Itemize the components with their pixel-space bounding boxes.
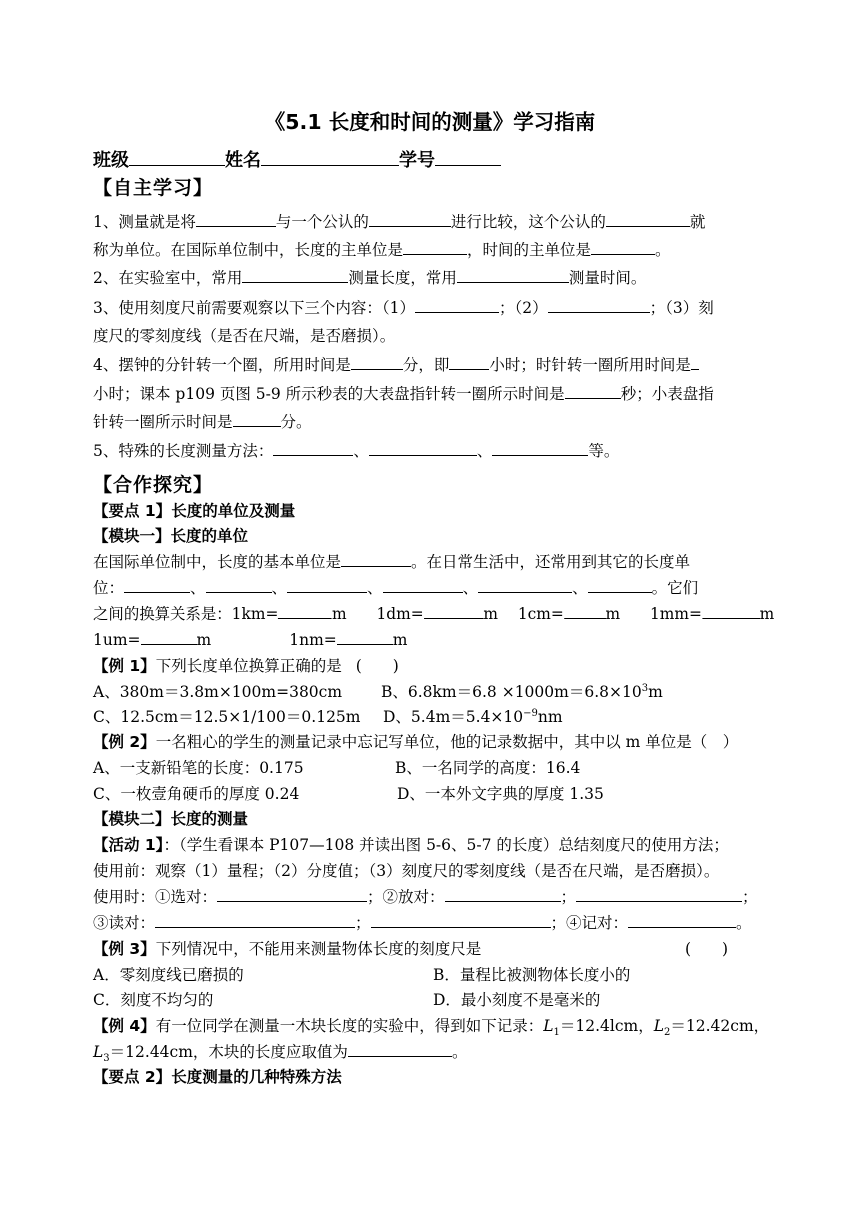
section-self-study: 【自主学习】: [93, 177, 214, 199]
section-cooperate: 【合作探究】: [93, 474, 214, 496]
units-list-line: 位： 、 、 、 、 、 。它们: [93, 579, 699, 597]
conversion-line1: 之间的换算关系是：1km= m 1dm= m 1cm= m 1mm= m: [93, 605, 775, 623]
blank[interactable]: [206, 577, 272, 593]
example1-stem: 【例 1】下列长度单位换算正确的是 ( ): [93, 657, 399, 675]
example4-line2: $L_3=12.44cm$，木块的长度应取值为 。: [93, 1043, 468, 1065]
name-label: 姓名: [225, 150, 261, 171]
q4-line1: 4、摆钟的分针转一个圈，所用时间是 分，即 小时；时针转一圈所用时间是: [93, 354, 774, 376]
class-blank[interactable]: [129, 150, 225, 166]
blank[interactable]: [565, 383, 621, 399]
units-intro-line: 在国际单位制中，长度的基本单位是 。在日常生活中，还常用到其它的长度单: [93, 553, 691, 571]
blank[interactable]: [155, 912, 355, 928]
blank[interactable]: [449, 354, 489, 370]
activity1-line: 【活动 1】：（学生看课本 P107—108 并读出图 5-6、5-7 的长度）总结刻度尺的使用方法；: [93, 836, 729, 854]
blank[interactable]: [287, 577, 367, 593]
blank[interactable]: [403, 239, 467, 255]
blank[interactable]: [492, 440, 588, 456]
activity1-read: ③读对： ； ；④记对： 。: [93, 914, 752, 932]
blank[interactable]: [217, 886, 367, 902]
blank[interactable]: [348, 1041, 452, 1057]
blank[interactable]: [196, 211, 276, 227]
q1-line2: 称为单位。在国际单位制中，长度的主单位是 ，时间的主单位是 。: [93, 241, 671, 259]
id-label: 学号: [399, 150, 435, 171]
blank[interactable]: [606, 211, 690, 227]
activity1-use: 使用时：①选对： ；②放对： ； ；: [93, 888, 758, 906]
blank[interactable]: [369, 211, 451, 227]
blank[interactable]: [628, 912, 736, 928]
name-blank[interactable]: [261, 150, 399, 166]
blank[interactable]: [351, 354, 403, 370]
blank[interactable]: [369, 440, 477, 456]
conversion-line2: 1um= m 1nm= m: [93, 631, 408, 649]
activity1-before: 使用前：观察（1）量程；（2）分度值；（3）刻度尺的零刻度线（是否在尺端，是否磨损）。: [93, 862, 720, 880]
blank[interactable]: [233, 411, 281, 427]
blank[interactable]: [591, 239, 655, 255]
q2-line: 2、在实验室中，常用 测量长度，常用 测量时间。: [93, 269, 647, 287]
q3-line2: 度尺的零刻度线（是否在尺端，是否磨损）。: [93, 327, 396, 345]
blank[interactable]: [588, 577, 652, 593]
example2-stem: 【例 2】一名粗心的学生的测量记录中忘记写单位，他的记录数据中，其中以 m 单位是（ ）: [93, 733, 739, 751]
blank[interactable]: [702, 603, 760, 619]
blank[interactable]: [576, 886, 742, 902]
blank[interactable]: [371, 912, 551, 928]
blank[interactable]: [278, 603, 332, 619]
example3-options-ab: A．零刻度线已磨损的 B．量程比被测物体长度小的: [93, 966, 631, 984]
blank[interactable]: [457, 267, 569, 283]
blank[interactable]: [141, 629, 197, 645]
example3-stem: 【例 3】下列情况中，不能用来测量物体长度的刻度尺是 ( ): [93, 940, 729, 958]
student-info-line: [93, 146, 501, 172]
class-label: 班级: [93, 150, 129, 171]
module2-heading: 【模块二】长度的测量: [93, 810, 249, 828]
example1-options-ab: A、380m＝3.8m×100m=380cm B、$6.8km=6.8 \times 1000m=6.8\times 10^3m$: [93, 682, 663, 701]
point1-heading: 【要点 1】长度的单位及测量: [93, 502, 296, 520]
blank[interactable]: [424, 603, 484, 619]
example2-options-ab: A、一支新铅笔的长度：0.175 B、一名同学的高度：16.4: [93, 759, 581, 777]
q1-line1: 1、测量就是将 与一个公认的 进行比较，这个公认的 就: [93, 213, 706, 231]
module1-heading: 【模块一】长度的单位: [93, 527, 249, 545]
blank[interactable]: [341, 551, 411, 567]
id-blank[interactable]: [435, 150, 501, 166]
blank[interactable]: [415, 297, 499, 313]
q3-line1: 3、使用刻度尺前需要观察以下三个内容：（1） ；（2） ；（3）刻: [93, 299, 714, 317]
blank[interactable]: [383, 577, 463, 593]
blank[interactable]: [124, 577, 190, 593]
blank[interactable]: [445, 886, 561, 902]
blank[interactable]: [478, 577, 572, 593]
blank[interactable]: [273, 440, 353, 456]
blank[interactable]: [337, 629, 393, 645]
example1-options-cd: C、12.5cm＝12.5×1/100＝0.125m D、$5.4m=5.4\times 10^{-9}nm$: [93, 707, 563, 726]
point2-heading: 【要点 2】长度测量的几种特殊方法: [93, 1068, 342, 1086]
example2-options-cd: C、一枚壹角硬币的厚度 0.24 D、一本外文字典的厚度 1.35: [93, 785, 604, 803]
blank[interactable]: [548, 297, 650, 313]
q4-line2: 小时；课本 p109 页图 5-9 所示秒表的大表盘指针转一圈所示时间是 秒；小表盘指: [93, 385, 714, 403]
q5-line: 5、特殊的长度测量方法： 、 、 等。: [93, 442, 620, 460]
example3-options-cd: C．刻度不均匀的 D．最小刻度不是毫米的: [93, 991, 601, 1009]
blank[interactable]: [242, 267, 348, 283]
blank[interactable]: [691, 354, 699, 370]
page-title: 《5.1 长度和时间的测量》学习指南: [264, 110, 596, 134]
blank[interactable]: [564, 603, 606, 619]
example4-line1: 【例 4】有一位同学在测量一木块长度的实验中，得到如下记录：$L_1=12.4lcm$，$L_2=12.42cm$，: [93, 1017, 770, 1039]
q4-line3: 针转一圈所示时间是 分。: [93, 413, 312, 431]
